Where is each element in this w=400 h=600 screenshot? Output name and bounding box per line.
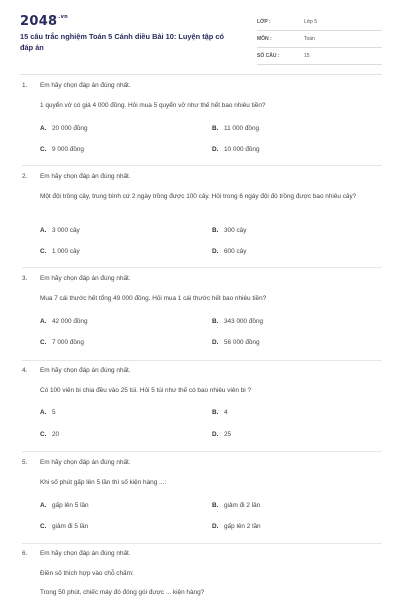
- option-text: gấp lên 5 lần: [52, 502, 89, 509]
- option-letter: C.: [40, 248, 47, 255]
- meta-info: [257, 16, 382, 67]
- option-letter: B.: [212, 227, 219, 234]
- option-letter: D.: [212, 523, 219, 530]
- option-letter: B.: [212, 318, 219, 325]
- question-instruction: Em hãy chọn đáp án đúng nhất.: [40, 367, 131, 374]
- option-d[interactable]: [212, 146, 260, 153]
- option-letter: A.: [40, 125, 47, 132]
- question-text: Khi số phút gấp lên 5 lần thì số kiện hàng ...:: [40, 479, 167, 486]
- question-number: 2.: [22, 173, 28, 180]
- option-letter: B.: [212, 409, 219, 416]
- option-letter: C.: [40, 146, 47, 153]
- option-text: 9 000 đồng: [52, 146, 84, 153]
- question-instruction: Em hãy chọn đáp án đúng nhất.: [40, 173, 131, 180]
- question-text: Có 100 viên bi chia đều vào 25 túi. Hỏi 5 túi như thế có bao nhiêu viên bi ?: [40, 387, 252, 394]
- meta-row-class: [257, 16, 382, 31]
- option-b[interactable]: [212, 409, 228, 416]
- option-letter: C.: [40, 523, 47, 530]
- page-title: 15 câu trắc nghiệm Toán 5 Cánh diều Bài 10: Luyện tập có đáp án: [20, 32, 224, 52]
- option-letter: A.: [40, 502, 47, 509]
- option-text: 343 000 đồng: [224, 318, 264, 325]
- meta-value: 15: [304, 53, 310, 59]
- meta-row-subject: [257, 33, 382, 48]
- logo-text: 2048: [20, 14, 58, 29]
- option-letter: A.: [40, 409, 47, 416]
- header-divider: [20, 74, 382, 75]
- question-3: [22, 275, 382, 360]
- question-instruction: Em hãy chọn đáp án đúng nhất.: [40, 275, 131, 282]
- option-d[interactable]: [212, 339, 260, 346]
- option-text: 5: [52, 409, 56, 416]
- option-d[interactable]: [212, 431, 231, 438]
- option-text: 4: [224, 409, 228, 416]
- option-d[interactable]: [212, 248, 246, 255]
- question-4: [22, 367, 382, 452]
- option-c[interactable]: [40, 339, 84, 346]
- option-text: 600 cây: [224, 248, 247, 255]
- option-text: gấp lên 2 lần: [224, 523, 261, 530]
- question-2: [22, 173, 382, 268]
- question-text: Mua 7 cái thước hết tổng 49 000 đồng. Hỏi mua 1 cái thước hết bao nhiêu tiền?: [40, 295, 267, 302]
- option-letter: B.: [212, 502, 219, 509]
- question-5: [22, 459, 382, 544]
- question-number: 5.: [22, 459, 28, 466]
- meta-label: SỐ CÂU :: [257, 53, 280, 59]
- question-number: 6.: [22, 550, 28, 557]
- option-text: 20 000 đồng: [52, 125, 88, 132]
- option-d[interactable]: [212, 523, 261, 530]
- question-text: Trong 50 phút, chiếc máy đó đóng gói được ... kiện hàng?: [40, 589, 205, 596]
- option-text: 25: [224, 431, 232, 438]
- question-divider: [22, 267, 382, 268]
- option-c[interactable]: [40, 431, 59, 438]
- question-number: 4.: [22, 367, 28, 374]
- option-text: 300 cây: [224, 227, 247, 234]
- option-b[interactable]: [212, 125, 259, 132]
- option-text: 11 000 đồng: [224, 125, 260, 132]
- question-6: [22, 550, 382, 600]
- meta-label: LỚP :: [257, 19, 271, 25]
- question-instruction: Em hãy chọn đáp án đúng nhất.: [40, 82, 131, 89]
- meta-row-count: [257, 50, 382, 65]
- option-text: 20: [52, 431, 60, 438]
- option-text: 7 000 đồng: [52, 339, 84, 346]
- option-text: 10 000 đồng: [224, 146, 260, 153]
- option-text: 1 000 cây: [52, 248, 80, 255]
- option-text: giảm đi 2 lần: [224, 502, 261, 509]
- question-divider: [22, 451, 382, 452]
- option-a[interactable]: [40, 502, 89, 509]
- meta-value: Lớp 5: [304, 19, 318, 25]
- option-c[interactable]: [40, 248, 80, 255]
- option-letter: C.: [40, 431, 47, 438]
- meta-value: Toán: [304, 36, 315, 42]
- option-letter: D.: [212, 339, 219, 346]
- option-text: giảm đi 5 lần: [52, 523, 89, 530]
- question-divider: [22, 165, 382, 166]
- meta-label: MÔN :: [257, 36, 272, 42]
- question-divider: [22, 543, 382, 544]
- option-a[interactable]: [40, 318, 88, 325]
- option-b[interactable]: [212, 227, 246, 234]
- option-text: 56 000 đồng: [224, 339, 260, 346]
- option-b[interactable]: [212, 318, 263, 325]
- question-text: 1 quyển vở có giá 4 000 đồng. Hỏi mua 5 quyển vở như thế hết bao nhiêu tiền?: [40, 102, 266, 109]
- option-c[interactable]: [40, 523, 88, 530]
- option-text: 3 000 cây: [52, 227, 80, 234]
- question-instruction: Em hãy chọn đáp án đúng nhất.: [40, 459, 131, 466]
- question-number: 1.: [22, 82, 28, 89]
- question-number: 3.: [22, 275, 28, 282]
- question-1: [22, 82, 382, 167]
- option-c[interactable]: [40, 146, 84, 153]
- option-letter: B.: [212, 125, 219, 132]
- question-instruction: Em hãy chọn đáp án đúng nhất.: [40, 550, 131, 557]
- option-text: 42 000 đồng: [52, 318, 88, 325]
- option-a[interactable]: [40, 227, 80, 234]
- question-divider: [22, 360, 382, 361]
- option-letter: C.: [40, 339, 47, 346]
- option-a[interactable]: [40, 409, 56, 416]
- option-letter: A.: [40, 227, 47, 234]
- site-logo[interactable]: [20, 14, 68, 29]
- option-letter: A.: [40, 318, 47, 325]
- option-letter: D.: [212, 431, 219, 438]
- option-a[interactable]: [40, 125, 88, 132]
- question-text: Điền số thích hợp vào chỗ chấm:: [40, 570, 134, 577]
- header: [20, 14, 382, 70]
- option-b[interactable]: [212, 502, 260, 509]
- question-text: Một đội trồng cây, trung bình cứ 2 ngày trồng được 100 cây. Hỏi trong 6 ngày đội đó trồng được bao nhiêu cây?: [40, 193, 357, 200]
- option-letter: D.: [212, 146, 219, 153]
- logo-domain: .vn: [58, 14, 69, 20]
- option-letter: D.: [212, 248, 219, 255]
